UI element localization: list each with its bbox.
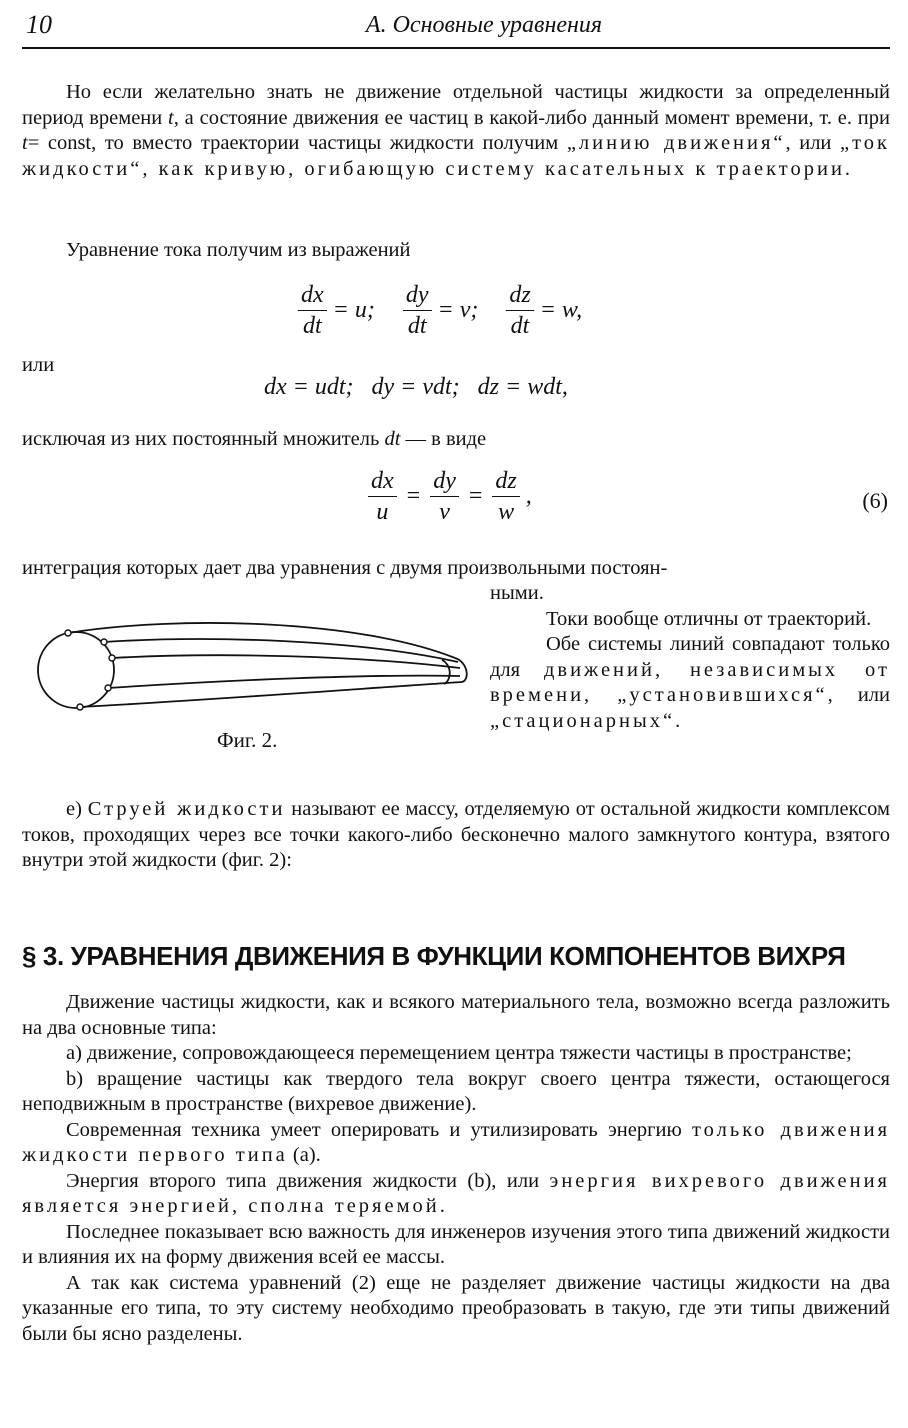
- section-title: § 3. УРАВНЕНИЯ ДВИЖЕНИЯ В ФУНКЦИИ КОМПОНЕНТОВ ВИХРЯ: [22, 941, 846, 971]
- stream-line-3: [112, 655, 460, 668]
- fraction-dy-v: $\frac{dy}{v}$: [430, 466, 459, 527]
- running-header: А. Основные уравнения: [365, 12, 603, 38]
- para1-var-t: t: [168, 106, 174, 129]
- right-col-p3c: или: [835, 684, 890, 706]
- para2-text: Уравнение тока получим из выражений: [66, 239, 411, 261]
- para3-tail: — в виде: [400, 428, 487, 450]
- para1-eq-const: = const: [27, 132, 92, 154]
- para5-lead: e): [66, 798, 88, 820]
- paragraph-integration: интеграция которых дает два уравнения с двумя произвольными постоян-: [22, 557, 668, 579]
- right-col-p3a: Обе системы линий совпадают только для: [490, 633, 890, 681]
- s3-p4a: Современная техника умеет оперировать и утилизировать энергию: [66, 1118, 692, 1141]
- right-col-p3d: „стационарных“.: [490, 709, 684, 732]
- figure-caption: Фиг. 2.: [217, 728, 278, 752]
- s3-p1: Движение частицы жидкости, как и всякого материального тела, возможно всегда разложить на два основные типа:: [22, 991, 890, 1039]
- fraction-dy-dt: $\frac{dy}{dt}$: [403, 280, 432, 341]
- paragraph-stream-definition: [22, 797, 890, 874]
- paragraph-excluding-dt: [22, 427, 890, 453]
- equation-6: $\frac{dx}{u}$ = $\frac{dy}{v}$ = $\frac{dz}{w}$ ,: [366, 466, 532, 527]
- s3-p4b: только движения жидкости первого типа: [22, 1118, 891, 1166]
- right-column-text: [490, 581, 890, 734]
- paragraph-current-equation-intro: [22, 238, 890, 264]
- fraction-dz-dt: $\frac{dz}{dt}$: [506, 280, 533, 341]
- s3-p5a: Энергия второго типа движения жидкости (b), или: [66, 1169, 550, 1192]
- equation-differentials: dx = udt; dy = vdt; dz = wdt,: [264, 374, 568, 400]
- fraction-dz-w: $\frac{dz}{w}$: [492, 466, 519, 527]
- fraction-dx-u: $\frac{dx}{u}$: [368, 466, 397, 527]
- para1-text-after: , то вместо траектории частицы жидкости получим: [91, 132, 567, 154]
- para1-spaced-term: „линию движения“: [566, 132, 786, 154]
- figure-stream-tube: [30, 600, 480, 720]
- para5-term: Струей жидкости: [87, 798, 286, 820]
- eq1-u: = u;: [332, 297, 375, 323]
- para1-spaced-definition: „ток жидкости“, как кривую, огибающую систему касательных к траектории.: [22, 132, 890, 180]
- right-col-line1: ными.: [490, 582, 544, 604]
- s3-p6: Последнее показывает всю важность для инженеров изучения этого типа движений жидкости и влияния их на форму движения всей ее массы.: [22, 1220, 890, 1268]
- eq1-w: = w,: [539, 297, 583, 323]
- s3-p4c: (a).: [287, 1144, 321, 1166]
- right-col-p2: Токи вообще отличны от траекторий.: [546, 607, 872, 630]
- s3-p5b: энергия вихревого движения является энергией, сполна теряемой.: [22, 1169, 890, 1217]
- para1-var-t2: t: [22, 132, 28, 154]
- s3-p7: А так как система уравнений (2) еще не разделяет движение частицы жидкости на два указанные его типа, то эту систему необходимо преобразовать в такую, где эти типы движений были бы ясно разделены.: [22, 1271, 890, 1345]
- right-col-p3b: движений, независимых от времени, „установившихся“,: [490, 658, 890, 706]
- s3-p2: a) движение, сопровождающееся перемещением центра тяжести частицы в пространстве;: [66, 1042, 852, 1064]
- section3-body: [22, 990, 890, 1347]
- header-rule: [22, 47, 890, 49]
- or-word: или: [22, 354, 55, 376]
- para5-text: называют ее массу, отделяемую от остальной жидкости комплексом токов, проходящих через все точки какого-либо бесконечно малого замкнутого контура, взятого внутри этой жидкости (фиг. 2):: [22, 798, 890, 871]
- eq1-v: = v;: [437, 297, 479, 323]
- paragraph-current-lines: [22, 80, 890, 182]
- equation-number: (6): [862, 488, 888, 513]
- para1-text-before: Но если желательно знать не движение отдельной частицы жидкости за определенный период времени: [22, 81, 890, 129]
- stream-end-inner: [442, 660, 450, 684]
- equation-velocity-components: [296, 280, 582, 341]
- para3-dt: dt: [384, 428, 401, 450]
- page-number: 10: [26, 10, 52, 39]
- s3-p3: b) вращение частицы как твердого тела вокруг своего центра тяжести, остающегося неподвижным в пространстве (вихревое движение).: [22, 1067, 890, 1115]
- para3-text: исключая из них постоянный множитель: [22, 428, 385, 450]
- para1-text-mid: , а состояние движения ее частиц в какой-либо данный момент времени, т. е. при: [173, 106, 890, 129]
- fraction-dx-dt: $\frac{dx}{dt}$: [298, 280, 327, 341]
- para1-or: , или: [785, 132, 840, 154]
